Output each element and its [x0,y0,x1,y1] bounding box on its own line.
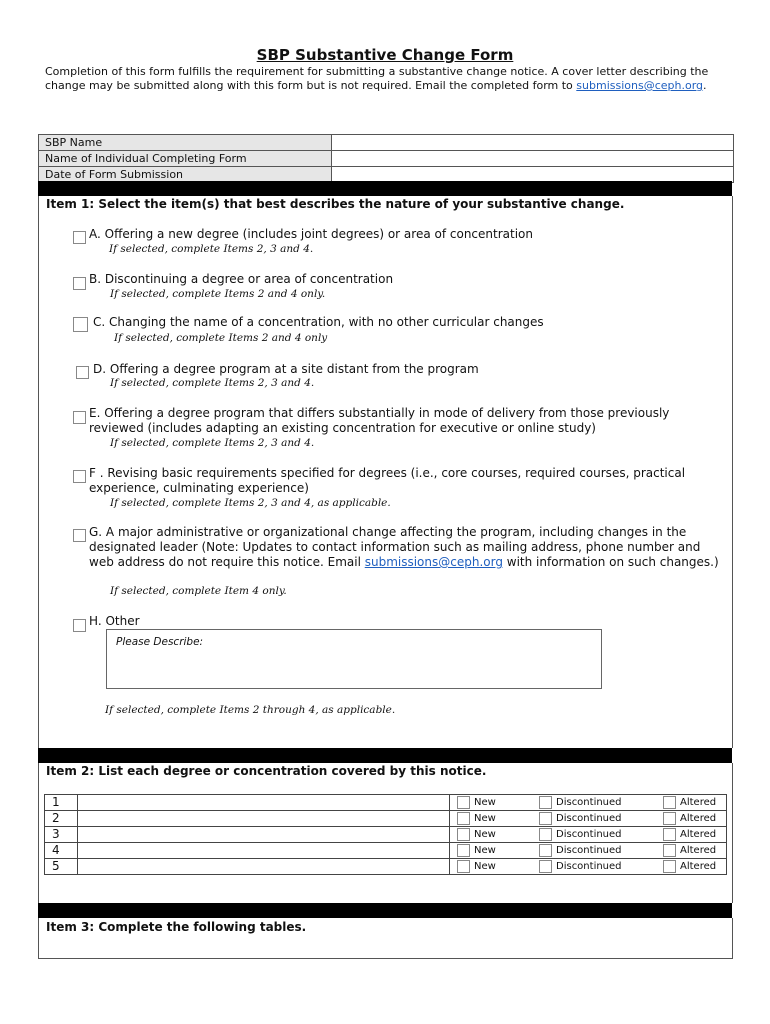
completer-name-label: Name of Individual Completing Form [39,151,332,166]
submission-date-label: Date of Form Submission [39,167,332,182]
altered-checkbox[interactable]: Altered [663,843,716,858]
degree-name-input[interactable] [78,795,450,810]
table-row [45,811,726,827]
option-e-checkbox[interactable] [73,408,86,427]
option-g-label: G. A major administrative or organizational change affecting the program, including changes in the designated leader (Note: Updates to contact information such as mailing address, phone number and web address do not require this notice. Email submissions@ceph.org with information on such changes.) [89,525,719,569]
info-row [39,151,733,167]
info-row [39,135,733,151]
submission-date-field[interactable] [332,167,733,182]
discontinued-checkbox[interactable]: Discontinued [539,859,622,874]
option-g-checkbox[interactable] [73,526,86,545]
table-row [45,843,726,859]
item2-heading: Item 2: List each degree or concentration covered by this notice. [46,764,487,778]
option-e-label: E. Offering a degree program that differs substantially in mode of delivery from those previously reviewed (includes adapting an existing concentration for executive or online study) [89,406,670,435]
new-checkbox[interactable]: New [457,811,496,826]
option-c-label: C. Changing the name of a concentration, with no other curricular changes [93,315,544,329]
altered-checkbox[interactable]: Altered [663,827,716,842]
row-number: 4 [45,843,78,858]
describe-label: Please Describe: [116,636,204,648]
discontinued-checkbox[interactable]: Discontinued [539,827,622,842]
option-a-checkbox[interactable] [73,228,86,247]
option-b-checkbox[interactable] [73,274,86,293]
section-divider [38,181,732,196]
row-number: 2 [45,811,78,826]
option-h-label: H. Other [89,614,140,628]
completer-name-field[interactable] [332,151,733,166]
item1-footer-note: If selected, complete Items 2 through 4, as applicable. [105,704,396,716]
page-title: SBP Substantive Change Form [256,46,514,64]
option-d-label: D. Offering a degree program at a site distant from the program [93,362,479,376]
table-row [45,859,726,874]
section-divider [38,903,732,918]
option-a-label: A. Offering a new degree (includes joint degrees) or area of concentration [89,227,533,241]
option-f-note: If selected, complete Items 2, 3 and 4, as applicable. [110,497,391,509]
degree-name-input[interactable] [78,859,450,874]
new-checkbox[interactable]: New [457,859,496,874]
option-f-checkbox[interactable] [73,467,86,486]
discontinued-checkbox[interactable]: Discontinued [539,795,622,810]
degree-name-input[interactable] [78,827,450,842]
altered-checkbox[interactable]: Altered [663,859,716,874]
discontinued-checkbox[interactable]: Discontinued [539,843,622,858]
option-d-note: If selected, complete Items 2, 3 and 4. [110,377,315,389]
new-checkbox[interactable]: New [457,843,496,858]
option-c-checkbox[interactable] [73,316,88,335]
altered-checkbox[interactable]: Altered [663,795,716,810]
option-c-note: If selected, complete Items 2 and 4 only [114,332,328,344]
altered-checkbox[interactable]: Altered [663,811,716,826]
email-link[interactable]: submissions@ceph.org [364,555,503,569]
degree-name-input[interactable] [78,843,450,858]
option-a-note: If selected, complete Items 2, 3 and 4. [109,243,314,255]
new-checkbox[interactable]: New [457,795,496,810]
row-number: 5 [45,859,78,874]
item1-heading: Item 1: Select the item(s) that best describes the nature of your substantive change. [46,197,625,211]
option-e-note: If selected, complete Items 2, 3 and 4. [110,437,315,449]
sbp-name-field[interactable] [332,135,733,150]
sbp-name-label: SBP Name [39,135,332,150]
item3-heading: Item 3: Complete the following tables. [46,920,307,934]
table-row [45,795,726,811]
discontinued-checkbox[interactable]: Discontinued [539,811,622,826]
option-h-checkbox[interactable] [73,616,86,635]
other-description-input[interactable] [106,629,602,689]
option-g-note: If selected, complete Item 4 only. [110,585,287,597]
email-link[interactable]: submissions@ceph.org [576,79,704,92]
option-b-label: B. Discontinuing a degree or area of concentration [89,272,394,286]
degree-table [44,794,727,875]
degree-name-input[interactable] [78,811,450,826]
program-info-table [38,134,734,183]
option-b-note: If selected, complete Items 2 and 4 only. [110,288,326,300]
row-number: 3 [45,827,78,842]
intro-text: Completion of this form fulfills the requirement for submitting a substantive change notice. A cover letter describing the change may be submitted along with this form but is not required. Email the completed form to submissions@ceph.org. [45,65,709,92]
table-row [45,827,726,843]
option-d-checkbox[interactable] [76,363,89,382]
new-checkbox[interactable]: New [457,827,496,842]
row-number: 1 [45,795,78,810]
option-f-label: F . Revising basic requirements specified for degrees (i.e., core courses, required courses, practical experience, culminating experience) [89,466,686,495]
section-divider [38,748,732,763]
